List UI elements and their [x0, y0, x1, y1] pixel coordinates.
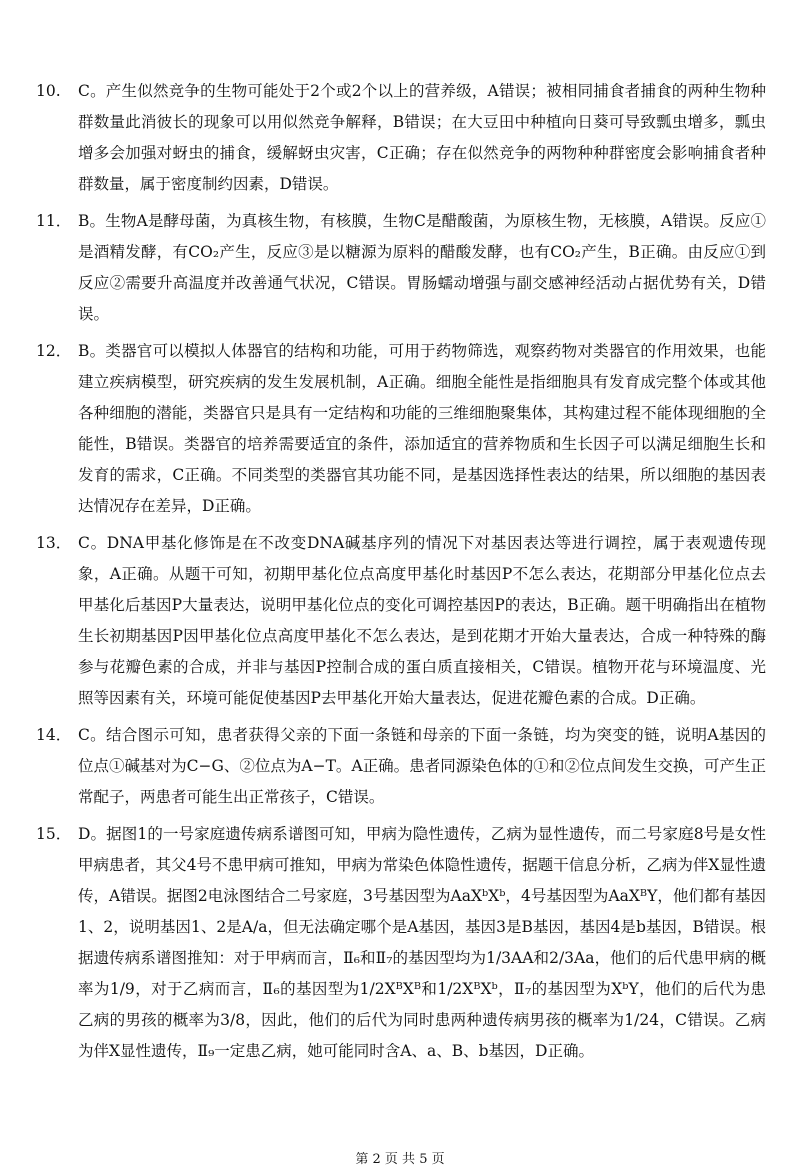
answer-item-12	[36, 336, 766, 522]
question-number: 15．	[36, 825, 72, 843]
question-number: 14．	[36, 726, 72, 744]
question-number: 10.	[36, 82, 61, 100]
answer-item-15	[36, 819, 766, 1067]
answer-item-13	[36, 528, 766, 714]
answer-item-14	[36, 720, 766, 813]
answer-list	[36, 76, 766, 1073]
answer-text: C。结合图示可知，患者获得父亲的下面一条链和母亲的下面一条链，均为突变的链，说明A基因的位点①碱基对为C−G、②位点为A−T。A正确。患者同源染色体的①和②位点间发生交换，可产生正常配子，两患者可能生出正常孩子，C错误。	[78, 726, 766, 806]
answer-text: D。据图1的一号家庭遗传病系谱图可知，甲病为隐性遗传，乙病为显性遗传，而二号家庭8号是女性甲病患者，其父4号不患甲病可推知，甲病为常染色体隐性遗传，据题干信息分析，乙病为伴X显性遗传，A错误。据图2电泳图结合二号家庭，3号基因型为AaXᵇXᵇ，4号基因型为AaXᴮY，他们都有基因1、2，说明基因1、2是A/a，但无法确定哪个是A基因，基因3是B基因，基因4是b基因，B错误。根据遗传病系谱图推知：对于甲病而言，Ⅱ₆和Ⅱ₇的基因型均为1/3AA和2/3Aa，他们的后代患甲病的概率为1/9，对于乙病而言，Ⅱ₆的基因型为1/2XᴮXᴮ和1/2XᴮXᵇ，Ⅱ₇的基因型为XᵇY，他们的后代为患乙病的男孩的概率为3/8，因此，他们的后代为同时患两种遗传病男孩的概率为1/24，C错误。乙病为伴X显性遗传，Ⅱ₉一定患乙病，她可能同时含A、a、B、b基因，D正确。	[78, 825, 766, 1060]
answer-text: B。生物A是酵母菌，为真核生物，有核膜，生物C是醋酸菌，为原核生物，无核膜，A错误。反应①是酒精发酵，有CO₂产生，反应③是以糖源为原料的醋酸发酵，也有CO₂产生，B正确。由反应①到反应②需要升高温度并改善通气状况，C错误。胃肠蠕动增强与副交感神经活动占据优势有关，D错误。	[78, 212, 766, 323]
question-number: 12．	[36, 342, 72, 360]
page-footer: 第 2 页 共 5 页	[355, 1152, 445, 1167]
answer-text: C。DNA甲基化修饰是在不改变DNA碱基序列的情况下对基因表达等进行调控，属于表观遗传现象，A正确。从题干可知，初期甲基化位点高度甲基化时基因P不怎么表达，花期部分甲基化位点去甲基化后基因P大量表达，说明甲基化位点的变化可调控基因P的表达，B正确。题干明确指出在植物生长初期基因P因甲基化位点高度甲基化不怎么表达，是到花期才开始大量表达，合成一种特殊的酶参与花瓣色素的合成，并非与基因P控制合成的蛋白质直接相关，C错误。植物开花与环境温度、光照等因素有关，环境可能促使基因P去甲基化开始大量表达，促进花瓣色素的合成。D正确。	[78, 534, 766, 707]
question-number: 13．	[36, 534, 72, 552]
answer-text: B。类器官可以模拟人体器官的结构和功能，可用于药物筛选，观察药物对类器官的作用效果，也能建立疾病模型，研究疾病的发生发展机制，A正确。细胞全能性是指细胞具有发育成完整个体或其他各种细胞的潜能，类器官只是具有一定结构和功能的三维细胞聚集体，其构建过程不能体现细胞的全能性，B错误。类器官的培养需要适宜的条件，添加适宜的营养物质和生长因子可以满足细胞生长和发育的需求，C正确。不同类型的类器官其功能不同，是基因选择性表达的结果，所以细胞的基因表达情况存在差异，D正确。	[78, 342, 766, 515]
answer-text: C。产生似然竞争的生物可能处于2个或2个以上的营养级，A错误；被相同捕食者捕食的两种生物种群数量此消彼长的现象可以用似然竞争解释，B错误；在大豆田中种植向日葵可导致瓢虫增多，瓢虫增多会加强对蚜虫的捕食，缓解蚜虫灾害，C正确；存在似然竞争的两物种种群密度会影响捕食者种群数量，属于密度制约因素，D错误。	[78, 82, 766, 193]
answer-item-10	[36, 76, 766, 200]
question-number: 11．	[36, 212, 72, 230]
answer-item-11	[36, 206, 766, 330]
